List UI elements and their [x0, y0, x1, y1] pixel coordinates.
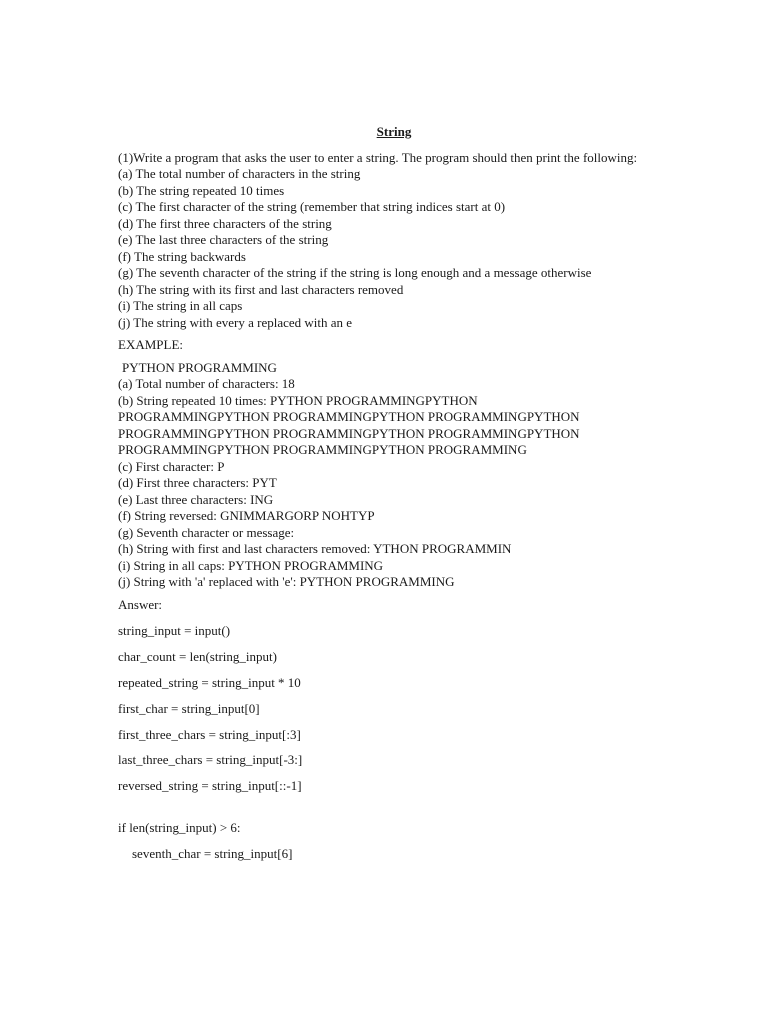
- question-item: (f) The string backwards: [118, 248, 246, 264]
- example-output-line: (c) First character: P: [118, 458, 225, 474]
- example-outputs: [118, 376, 658, 591]
- example-input: PYTHON PROGRAMMING: [122, 359, 277, 375]
- code-line: first_three_chars = string_input[:3]: [118, 726, 301, 742]
- question-item: (h) The string with its first and last characters removed: [118, 281, 404, 297]
- example-output-line: (j) String with 'a' replaced with 'e': PYTHON PROGRAMMING: [118, 574, 455, 589]
- code-line: repeated_string = string_input * 10: [118, 674, 301, 690]
- question-item: (b) The string repeated 10 times: [118, 182, 285, 198]
- example-output-line: (g) Seventh character or message:: [118, 524, 295, 540]
- example-output-line: (d) First three characters: PYT: [118, 475, 277, 490]
- code-line: reversed_string = string_input[::-1]: [118, 778, 302, 794]
- example-output-line: PROGRAMMINGPYTHON PROGRAMMINGPYTHON PROGRAMMINGPYTHON: [118, 409, 580, 424]
- question-item: (g) The seventh character of the string if the string is long enough and a message otherwise: [118, 265, 592, 280]
- example-output-line: PROGRAMMINGPYTHON PROGRAMMINGPYTHON PROGRAMMINGPYTHON: [118, 425, 580, 441]
- question-item: (e) The last three characters of the string: [118, 232, 329, 247]
- code-line-indented: seventh_char = string_input[6]: [132, 846, 293, 862]
- example-output-line: PROGRAMMINGPYTHON PROGRAMMINGPYTHON PROGRAMMING: [118, 442, 527, 457]
- document-page: [118, 124, 658, 872]
- answer-label: Answer:: [118, 596, 163, 612]
- code-line: string_input = input(): [118, 623, 231, 638]
- code-line: if len(string_input) > 6:: [118, 820, 241, 836]
- question-item: (d) The first three characters of the string: [118, 215, 332, 231]
- code-line: first_char = string_input[0]: [118, 700, 260, 716]
- page-title: String: [376, 124, 412, 139]
- question-item: (c) The first character of the string (remember that string indices start at 0): [118, 199, 506, 214]
- example-output-line: (h) String with first and last characters removed: YTHON PROGRAMMIN: [118, 541, 512, 556]
- answer-code: [118, 623, 658, 863]
- example-label: EXAMPLE:: [118, 337, 183, 352]
- example-output-line: (f) String reversed: GNIMMARGORP NOHTYP: [118, 508, 375, 523]
- question-item: (a) The total number of characters in the string: [118, 166, 361, 181]
- code-gap: [118, 804, 658, 820]
- code-line: char_count = len(string_input): [118, 648, 277, 664]
- question-intro: (1)Write a program that asks the user to enter a string. The program should then print the following:: [118, 149, 638, 165]
- example-output-line: (b) String repeated 10 times: PYTHON PROGRAMMINGPYTHON: [118, 392, 478, 408]
- example-output-line: (e) Last three characters: ING: [118, 491, 274, 507]
- example-output-line: (a) Total number of characters: 18: [118, 376, 295, 391]
- code-line: last_three_chars = string_input[-3:]: [118, 752, 303, 768]
- question-item: (j) The string with every a replaced with an e: [118, 314, 353, 330]
- example-output-line: (i) String in all caps: PYTHON PROGRAMMING: [118, 557, 384, 573]
- question-items: [118, 166, 658, 331]
- question-item: (i) The string in all caps: [118, 298, 243, 313]
